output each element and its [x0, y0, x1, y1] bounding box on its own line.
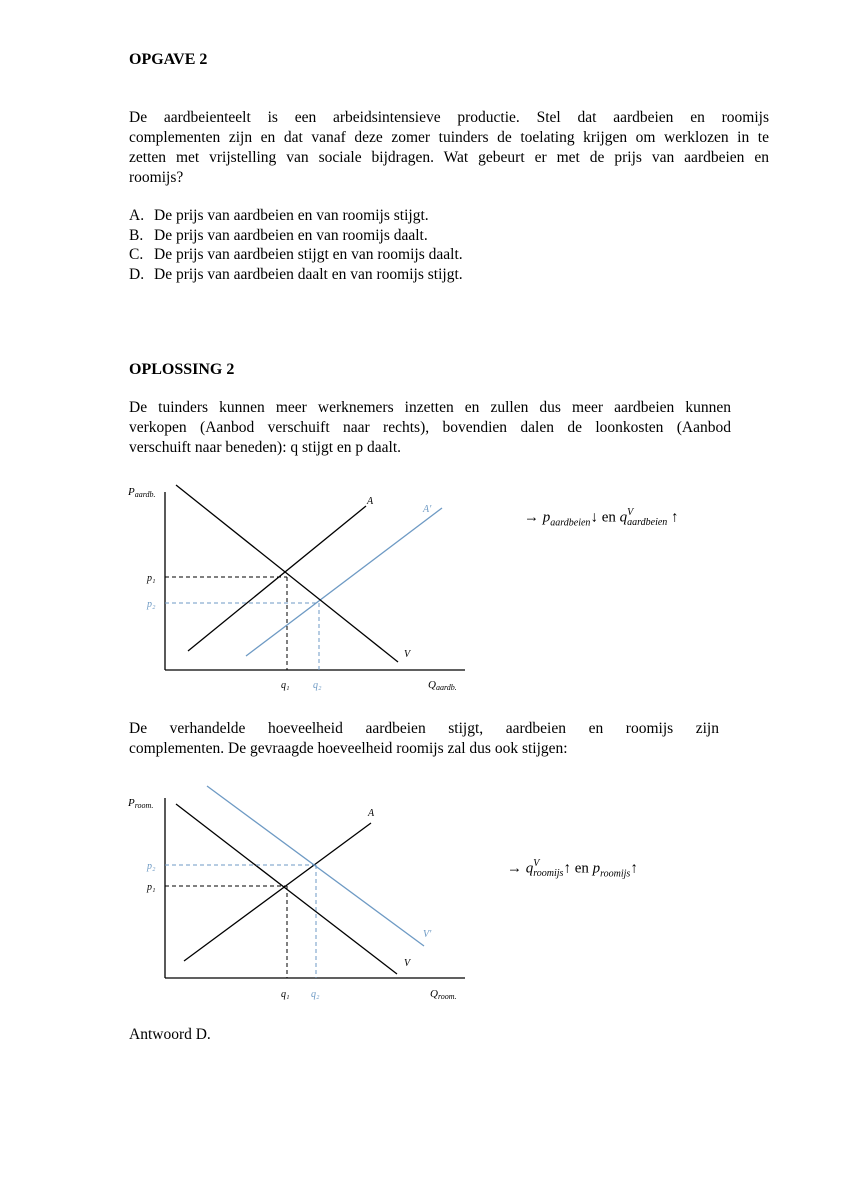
- supply-label: A: [367, 496, 374, 507]
- x-axis-label: Qroom.: [430, 988, 457, 1001]
- middle-line: De verhandelde hoeveelheid aardbeien stijgt, aardbeien en roomijs zijn: [129, 720, 719, 737]
- q1-label: q₁: [281, 989, 290, 1000]
- q1-label: q₁: [281, 680, 290, 691]
- demand-label: V: [404, 958, 411, 969]
- final-answer: Antwoord D.: [129, 1026, 211, 1043]
- option-b: B. De prijs van aardbeien en van roomijs daalt.: [129, 226, 428, 244]
- p1-label: p₁: [147, 882, 156, 893]
- p1-label: p₁: [147, 573, 156, 584]
- supply-label: A: [368, 808, 375, 819]
- solution-heading: OPLOSSING 2: [129, 361, 235, 378]
- answer-options: [129, 206, 463, 284]
- supply-shift-label: A': [423, 504, 432, 515]
- middle-line: complementen. De gevraagde hoeveelheid roomijs zal dus ook stijgen:: [129, 740, 568, 757]
- icecream-formula: → q V roomijs ↑ en $p_{roomijs}↑$: [507, 858, 638, 880]
- icecream-market-graph: [0, 780, 848, 1010]
- q2-label: q₂: [311, 989, 320, 1000]
- supply-curve: [184, 823, 371, 961]
- y-axis-label: Paardb.: [128, 486, 156, 499]
- strawberry-formula: → $p_{aardbeien}↓$ en q V aardbeien ↑: [524, 507, 679, 529]
- strawberry-market-graph: [0, 470, 848, 700]
- question-line: De aardbeienteelt is een arbeidsintensieve productie. Stel dat aardbeien en roomijs: [129, 109, 769, 126]
- demand-shift-label: V': [423, 929, 432, 940]
- supply-shift-curve: [246, 508, 442, 656]
- intro-line: De tuinders kunnen meer werknemers inzetten en zullen dus meer aardbeien kunnen: [129, 399, 731, 416]
- exercise-question: [129, 108, 769, 188]
- option-d: D. De prijs van aardbeien daalt en van roomijs stijgt.: [129, 265, 463, 283]
- question-line: complementen zijn en dat vanaf deze zomer tuinders de toelating krijgen om werklozen in te: [129, 129, 769, 146]
- solution-middle: [129, 719, 719, 759]
- q2-label: q₂: [313, 680, 322, 691]
- question-line: zetten met vrijstelling van sociale bijdragen. Wat gebeurt er met de prijs van aardbeien en: [129, 149, 769, 166]
- intro-line: verkopen (Aanbod verschuift naar rechts), bovendien dalen de loonkosten (Aanbod: [129, 419, 731, 436]
- solution-intro: [129, 398, 731, 458]
- p2-label: p₂: [147, 861, 156, 872]
- x-axis-label: Qaardb.: [428, 679, 457, 692]
- p2-label: p₂: [147, 599, 156, 610]
- option-c: C. De prijs van aardbeien stijgt en van roomijs daalt.: [129, 246, 463, 263]
- demand-label: V: [404, 649, 411, 660]
- supply-curve: [188, 506, 366, 651]
- exercise-heading: OPGAVE 2: [129, 51, 208, 68]
- question-line: roomijs?: [129, 169, 184, 186]
- intro-line: verschuift naar beneden): q stijgt en p daalt.: [129, 439, 402, 456]
- y-axis-label: Proom.: [128, 797, 154, 810]
- option-a: A. De prijs van aardbeien en van roomijs stijgt.: [129, 207, 429, 224]
